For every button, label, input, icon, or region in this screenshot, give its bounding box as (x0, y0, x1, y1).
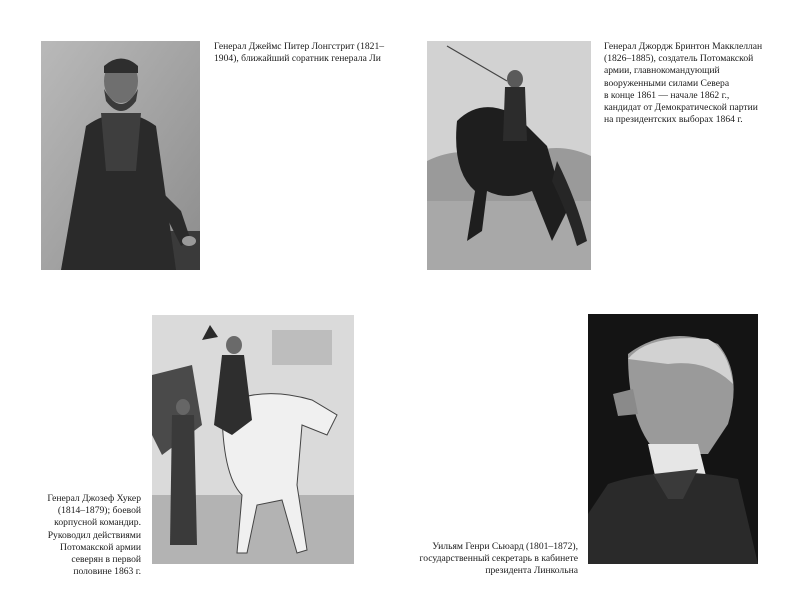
hooker-caption (40, 493, 141, 578)
caption-line: на президентских выборах 1864 г. (604, 114, 743, 126)
mcclellan-caption (604, 41, 774, 126)
hooker-photo (152, 315, 354, 564)
caption-line: армии, главнокомандующий (604, 65, 720, 77)
caption-line: половине 1863 г. (73, 566, 141, 578)
seward-caption (418, 541, 578, 578)
caption-line: государственный секретарь в кабинете (419, 553, 578, 565)
caption-line: Генерал Джеймс Питер Лонгстрит (1821– (214, 41, 385, 52)
hooker-photo-image (152, 315, 354, 564)
caption-line: Потомакской армии (60, 541, 141, 553)
caption-line: северян в первой (71, 554, 141, 566)
caption-line: в конце 1861 — начале 1862 г., (604, 89, 730, 101)
caption-line: Руководил действиями (47, 529, 141, 541)
caption-line: кандидат от Демократической партии (604, 102, 758, 114)
longstreet-photo (41, 41, 200, 270)
seward-photo-image (588, 314, 758, 564)
caption-line: Генерал Джордж Бринтон Макклеллан (604, 41, 763, 52)
caption-line: Уильям Генри Сьюард (1801–1872), (432, 541, 578, 552)
longstreet-photo-image (41, 41, 200, 270)
mcclellan-photo (427, 41, 591, 270)
caption-line: (1826–1885), создатель Потомакской (604, 53, 754, 65)
mcclellan-photo-image (427, 41, 591, 270)
caption-line: 1904), ближайший соратник генерала Ли (214, 53, 381, 65)
caption-line: корпусной командир. (54, 517, 141, 529)
seward-photo (588, 314, 758, 564)
caption-line: Генерал Джозеф Хукер (47, 493, 141, 504)
caption-line: (1814–1879); боевой (57, 505, 141, 517)
longstreet-caption (214, 41, 394, 65)
caption-line: вооруженными силами Севера (604, 77, 730, 89)
caption-line: президента Линкольна (485, 565, 578, 577)
